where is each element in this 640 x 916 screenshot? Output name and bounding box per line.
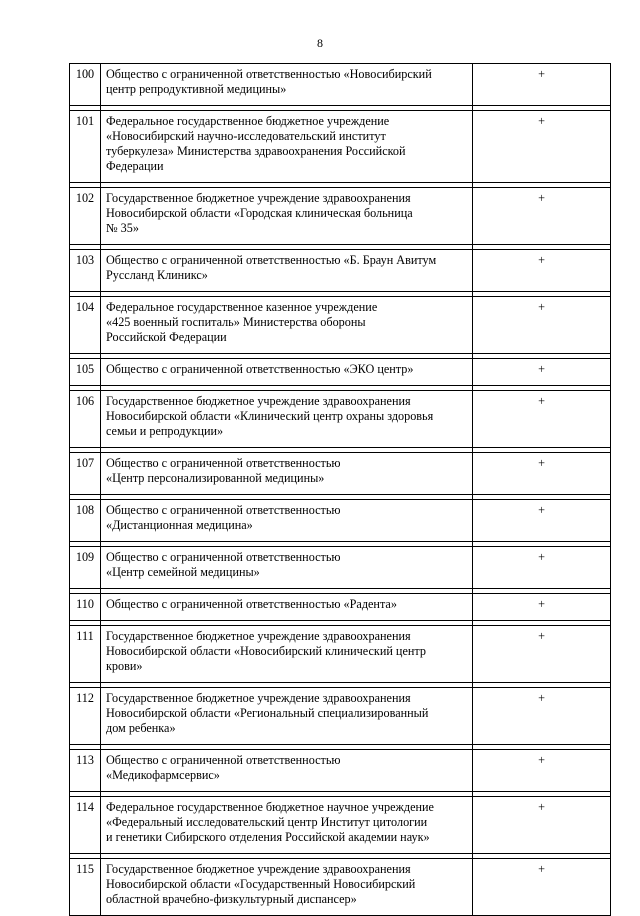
organization-name-line: Руссланд Клиникс» <box>106 268 208 282</box>
table-row <box>70 688 611 745</box>
organization-name <box>101 64 473 106</box>
plus-mark: + <box>473 391 611 448</box>
table-body <box>70 64 611 916</box>
plus-mark: + <box>473 64 611 106</box>
organization-name-line: Федеральное государственное казенное учреждение <box>106 300 378 314</box>
organization-name-line: Государственное бюджетное учреждение здравоохранения <box>106 191 411 205</box>
table-row <box>70 547 611 589</box>
row-number: 108 <box>70 500 101 542</box>
plus-mark: + <box>473 797 611 854</box>
organization-name-line: Новосибирской области «Новосибирский клинический центр <box>106 644 426 658</box>
organization-name-line: Государственное бюджетное учреждение здравоохранения <box>106 394 411 408</box>
plus-mark: + <box>473 453 611 495</box>
organization-name <box>101 359 473 386</box>
organization-name-line: Государственное бюджетное учреждение здравоохранения <box>106 691 411 705</box>
organization-name <box>101 453 473 495</box>
page-number: 8 <box>317 36 323 50</box>
organization-name-line: центр репродуктивной медицины» <box>106 82 287 96</box>
row-number: 106 <box>70 391 101 448</box>
table-row <box>70 111 611 183</box>
organization-name-line: Общество с ограниченной ответственностью «ЭКО центр» <box>106 362 414 376</box>
organization-name-line: «Дистанционная медицина» <box>106 518 253 532</box>
organization-name <box>101 750 473 792</box>
plus-mark: + <box>473 111 611 183</box>
organization-name-line: Новосибирской области «Региональный специализированный <box>106 706 429 720</box>
organization-name-line: Общество с ограниченной ответственностью «Новосибирский <box>106 67 432 81</box>
organization-name-line: Федерации <box>106 159 164 173</box>
table-row <box>70 594 611 621</box>
plus-mark: + <box>473 688 611 745</box>
table-row <box>70 626 611 683</box>
table-row <box>70 64 611 106</box>
organization-name-line: Общество с ограниченной ответственностью «Б. Браун Авитум <box>106 253 437 267</box>
plus-mark: + <box>473 188 611 245</box>
organization-name <box>101 594 473 621</box>
plus-mark: + <box>473 594 611 621</box>
organization-name <box>101 391 473 448</box>
organization-name-line: Новосибирской области «Государственный Новосибирский <box>106 877 416 891</box>
row-number: 114 <box>70 797 101 854</box>
organization-name-line: «Центр семейной медицины» <box>106 565 260 579</box>
organization-name-line: Общество с ограниченной ответственностью <box>106 456 341 470</box>
table-row <box>70 188 611 245</box>
table-row <box>70 750 611 792</box>
organization-name <box>101 111 473 183</box>
organization-name <box>101 547 473 589</box>
table-row <box>70 297 611 354</box>
organization-name-line: Общество с ограниченной ответственностью <box>106 753 341 767</box>
organization-name-line: и генетики Сибирского отделения Российской академии наук» <box>106 830 430 844</box>
plus-mark: + <box>473 859 611 916</box>
organization-name-line: «Медикофармсервис» <box>106 768 220 782</box>
table-row <box>70 250 611 292</box>
row-number: 112 <box>70 688 101 745</box>
organization-name-line: крови» <box>106 659 143 673</box>
plus-mark: + <box>473 750 611 792</box>
organizations-table <box>69 63 611 916</box>
plus-mark: + <box>473 359 611 386</box>
organization-name-line: Общество с ограниченной ответственностью <box>106 503 341 517</box>
plus-mark: + <box>473 500 611 542</box>
row-number: 111 <box>70 626 101 683</box>
organization-name-line: «Федеральный исследовательский центр Институт цитологии <box>106 815 428 829</box>
organization-name-line: «Новосибирский научно-исследовательский институт <box>106 129 386 143</box>
organization-name-line: областной врачебно-физкультурный диспансер» <box>106 892 357 906</box>
table-row <box>70 453 611 495</box>
organization-name-line: Федеральное государственное бюджетное научное учреждение <box>106 800 434 814</box>
organization-name <box>101 250 473 292</box>
organization-name-line: № 35» <box>106 221 139 235</box>
row-number: 113 <box>70 750 101 792</box>
row-number: 100 <box>70 64 101 106</box>
organization-name <box>101 688 473 745</box>
organization-name <box>101 297 473 354</box>
organization-name-line: «425 военный госпиталь» Министерства обороны <box>106 315 366 329</box>
row-number: 102 <box>70 188 101 245</box>
organization-name-line: семьи и репродукции» <box>106 424 224 438</box>
organization-name <box>101 500 473 542</box>
organization-name-line: Государственное бюджетное учреждение здравоохранения <box>106 629 411 643</box>
table-row <box>70 859 611 916</box>
organization-name-line: Государственное бюджетное учреждение здравоохранения <box>106 862 411 876</box>
organization-name-line: Общество с ограниченной ответственностью <box>106 550 341 564</box>
plus-mark: + <box>473 626 611 683</box>
organization-name <box>101 626 473 683</box>
row-number: 110 <box>70 594 101 621</box>
organization-name-line: Новосибирской области «Клинический центр охраны здоровья <box>106 409 434 423</box>
table-row <box>70 391 611 448</box>
table-row <box>70 359 611 386</box>
row-number: 103 <box>70 250 101 292</box>
row-number: 105 <box>70 359 101 386</box>
organization-name <box>101 859 473 916</box>
row-number: 115 <box>70 859 101 916</box>
row-number: 104 <box>70 297 101 354</box>
organization-name-line: Федеральное государственное бюджетное учреждение <box>106 114 390 128</box>
table-row <box>70 797 611 854</box>
organization-name <box>101 188 473 245</box>
plus-mark: + <box>473 297 611 354</box>
plus-mark: + <box>473 250 611 292</box>
organization-name-line: Общество с ограниченной ответственностью «Радента» <box>106 597 397 611</box>
row-number: 107 <box>70 453 101 495</box>
organization-name-line: Российской Федерации <box>106 330 227 344</box>
organization-name-line: Новосибирской области «Городская клиническая больница <box>106 206 413 220</box>
plus-mark: + <box>473 547 611 589</box>
row-number: 101 <box>70 111 101 183</box>
table-row <box>70 500 611 542</box>
organization-name <box>101 797 473 854</box>
row-number: 109 <box>70 547 101 589</box>
organization-name-line: туберкулеза» Министерства здравоохранения Российской <box>106 144 406 158</box>
organization-name-line: дом ребенка» <box>106 721 176 735</box>
organization-name-line: «Центр персонализированной медицины» <box>106 471 325 485</box>
